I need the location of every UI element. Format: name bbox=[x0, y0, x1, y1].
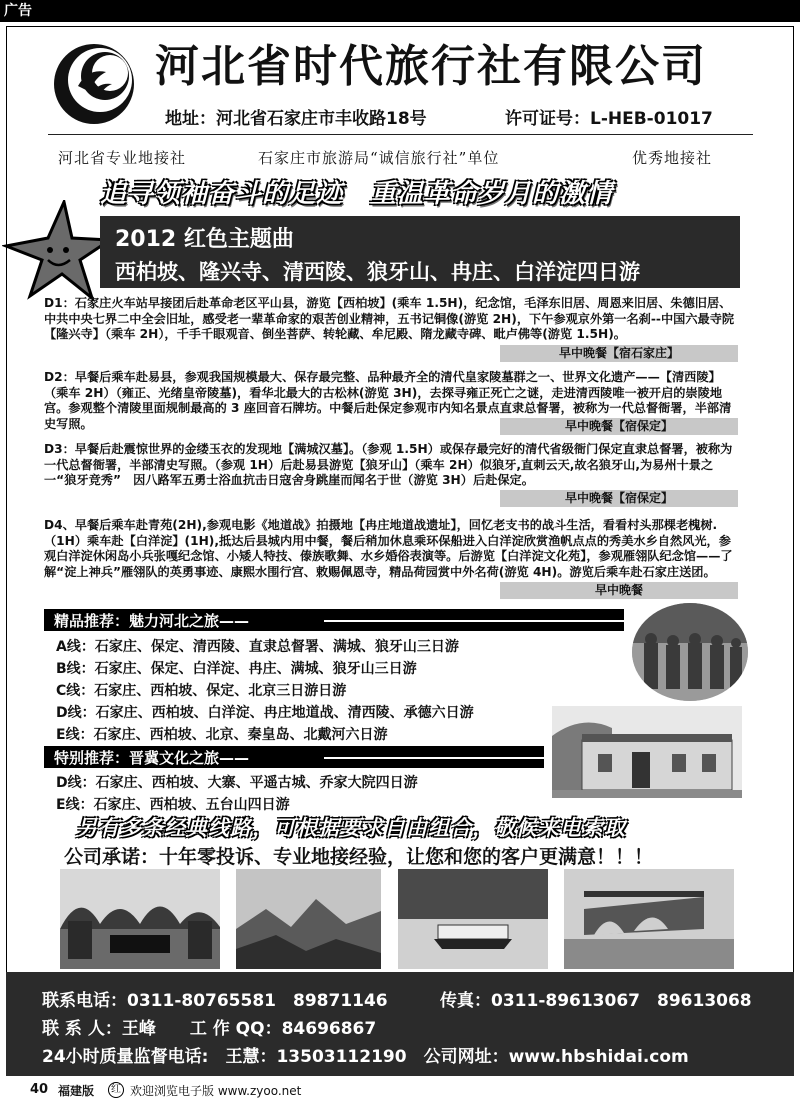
edition-badge: 红 bbox=[108, 1082, 124, 1098]
route-line: C线：石家庄、西柏坡、保定、北京三日游日游 bbox=[56, 683, 347, 699]
header-divider bbox=[48, 134, 753, 135]
meal-lodging-note: 早中晚餐【宿保定】 bbox=[500, 490, 738, 507]
route-line: D线：石家庄、西柏坡、大寨、平遥古城、乔家大院四日游 bbox=[56, 775, 418, 791]
company-name: 河北省时代旅行社有限公司 bbox=[155, 41, 707, 92]
theme-subtitle: 西柏坡、隆兴寺、清西陵、狼牙山、冉庄、白洋淀四日游 bbox=[115, 260, 640, 284]
itinerary-day: D3：早餐后赴震惊世界的金缕玉衣的发现地【满城汉墓】。（参观 1.5H）或保存最完好的清代省级衙门保定直隶总督署，被称为一代总督衙署，半部清史写照。（参观 1H）后赴易县游览【狼牙山】（乘车 2H）似狼牙,直刺云天,故名狼牙山,为易州十景之一“狼牙竞秀” 因八路军五勇士浴血抗击日寇舍身跳崖而闻名于世（游览 3H）后赴保定。 bbox=[44, 442, 733, 488]
ad-label-bar bbox=[0, 0, 800, 22]
route-line: B线：石家庄、保定、白洋淀、冉庄、满城、狼牙山三日游 bbox=[56, 661, 417, 677]
section-header-jinji bbox=[44, 746, 544, 768]
footer-link[interactable]: 欢迎浏览电子版 www.zyoo.net bbox=[130, 1084, 302, 1098]
company-address: 地址：河北省石家庄市丰收路18号 bbox=[165, 109, 427, 129]
honor-title: 优秀地接社 bbox=[632, 149, 713, 167]
route-notice: 另有多条经典线路，可根据要求自由组合，敬候来电索取 bbox=[76, 816, 626, 840]
photo-memorial-gate bbox=[60, 869, 220, 969]
section-header-hebei bbox=[44, 609, 624, 631]
itinerary-day: D2：早餐后乘车赴易县，参观我国规模最大、保存最完整、品种最齐全的清代皇家陵墓群之一、世界文化遗产——【清西陵】（乘车 2H）（雍正、光绪皇帝陵墓)，看华北最大的古松林(游览 3H)，去探寻雍正死亡之谜，走进清西陵唯一被开启的崇陵地宫。参观整个清陵里面规制最高的 3 座回音石牌坊。中餐后赴保定参观市内知名景点直隶总督署，被称为一代总督衙署，半部清史写照。 bbox=[44, 370, 732, 431]
meal-lodging-note: 早中晚餐 bbox=[500, 582, 738, 599]
company-logo bbox=[50, 38, 138, 130]
star-mascot-icon bbox=[2, 200, 112, 302]
route-line: E线：石家庄、西柏坡、五台山四日游 bbox=[56, 797, 290, 813]
slogan: 追寻领袖奋斗的足迹 重温革命岁月的激情 bbox=[100, 179, 614, 209]
route-line: E线：石家庄、西柏坡、北京、秦皇岛、北戴河六日游 bbox=[56, 727, 388, 743]
photo-soldiers-group bbox=[632, 603, 748, 701]
route-line: D线：石家庄、西柏坡、白洋淀、冉庄地道战、清西陵、承德六日游 bbox=[56, 705, 474, 721]
meal-lodging-note: 早中晚餐【宿石家庄】 bbox=[500, 345, 738, 362]
honor-title: 河北省专业地接社 bbox=[58, 149, 187, 167]
photo-stone-bridge bbox=[564, 869, 734, 969]
route-line: A线：石家庄、保定、清西陵、直隶总督署、满城、狼牙山三日游 bbox=[56, 639, 459, 655]
contact-phone: 联系电话：0311-80765581 89871146 bbox=[42, 991, 388, 1011]
meal-lodging-note: 早中晚餐【宿保定】 bbox=[500, 418, 738, 435]
contact-hotline-website: 24小时质量监督电话: 王慧：13503112190 公司网址：www.hbshidai.com bbox=[42, 1047, 689, 1067]
photo-old-building bbox=[552, 706, 742, 798]
photo-mountain bbox=[236, 869, 381, 969]
section-title: 特别推荐：晋冀文化之旅—— bbox=[54, 749, 250, 767]
contact-panel bbox=[6, 972, 794, 1076]
ad-label: 广告 bbox=[4, 3, 32, 19]
edition-label: 福建版 bbox=[58, 1084, 95, 1098]
honor-title: 石家庄市旅游局“诚信旅行社”单位 bbox=[258, 149, 500, 167]
photo-lake-boat bbox=[398, 869, 548, 969]
itinerary-day: D4、早餐后乘车赴青苑(2H),参观电影《地道战》拍摄地【冉庄地道战遗址】，回忆老支书的战斗生活，看看村头那棵老槐树.（1H）乘车赴【白洋淀】(1H),抵达后县城内用中餐，餐后稍加休息乘环保船进入白洋淀欣赏渔帆点点的秀美水乡自然风光，参观白洋淀休闲岛小兵张嘎纪念馆、小矮人特技、傣族歌舞、水乡婚俗表演等。后游览【白洋淀文化苑】，参观雁翎队纪念馆——了解“淀上神兵”雁翎队的英勇事迹、康熙水围行宫、敕赐佩恩寺，精品荷园赏中外名荷(游览 4H)。游览后乘车赴石家庄送团。 bbox=[44, 518, 733, 579]
contact-fax: 传真：0311-89613067 89613068 bbox=[440, 991, 752, 1011]
license-number: 许可证号：L-HEB-01017 bbox=[505, 109, 713, 129]
contact-person: 联 系 人：王峰 工 作 QQ：84696867 bbox=[42, 1019, 377, 1039]
itinerary-day: D1：石家庄火车站早接团后赴革命老区平山县，游览【西柏坡】(乘车 1.5H)，纪念馆，毛泽东旧居、周恩来旧居、朱德旧居、中共中央七界二中全会旧址，感受老一辈革命家的艰苦创业精神，五书记铜像(游览 2H)，下午参观京外第一名刹--中国六最寺院【隆兴寺】（乘车 2H），千手千眼观音、倒坐菩萨、转轮藏、牟尼殿、隋龙藏寺碑、毗卢佛等(游览 1.5H)。 bbox=[44, 296, 735, 342]
company-promise: 公司承诺：十年零投诉、专业地接经验，让您和您的客户更满意！！！ bbox=[64, 846, 654, 868]
theme-banner bbox=[100, 216, 740, 288]
page-number: 40 bbox=[30, 1082, 49, 1097]
theme-title: 2012 红色主题曲 bbox=[115, 227, 294, 252]
section-title: 精品推荐：魅力河北之旅—— bbox=[54, 612, 250, 630]
